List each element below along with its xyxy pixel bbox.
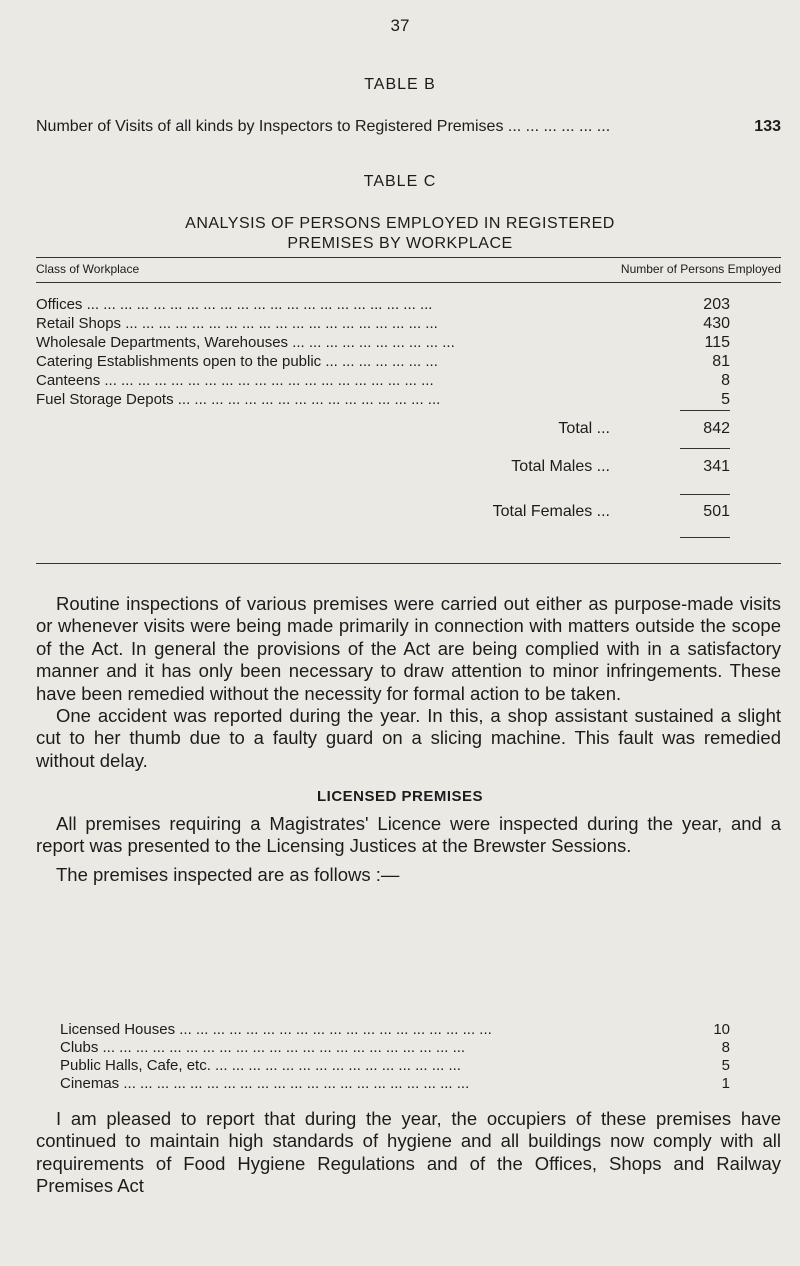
list-item	[60, 1021, 730, 1039]
licensed-premises-heading: LICENSED PREMISES	[316, 788, 484, 805]
body-paragraphs	[36, 593, 781, 772]
page-number: 37	[390, 16, 410, 35]
list-item	[60, 1075, 730, 1093]
row-value: 8	[721, 372, 730, 389]
table-c-rows	[36, 295, 730, 409]
list-item-label: Clubs ... ... ... ... ... ... ... ... ... ... ... ... ... ... ... ... ... ... ... ... ... ...	[60, 1039, 466, 1056]
females-value: 501	[703, 503, 730, 520]
row-value: 81	[712, 353, 730, 370]
table-b-value: 133	[754, 118, 781, 135]
paragraph-premises-intro: The premises inspected are as follows :—	[56, 863, 400, 885]
list-item	[60, 1039, 730, 1057]
table-c-subtitle-line2: PREMISES BY WORKPLACE	[287, 235, 513, 252]
licensed-premises-list	[60, 1021, 730, 1093]
table-top-rule	[36, 257, 781, 258]
list-item-label: Licensed Houses ... ... ... ... ... ... ... ... ... ... ... ... ... ... ... ... ... ... ...	[60, 1021, 492, 1038]
males-label: Total Males ...	[511, 458, 610, 475]
row-label: Fuel Storage Depots ... ... ... ... ... ... ... ... ... ... ... ... ... ... ... ...	[36, 391, 441, 408]
males-value: 341	[703, 458, 730, 475]
row-label: Canteens ... ... ... ... ... ... ... ... ... ... ... ... ... ... ... ... ... ... ... ...	[36, 372, 434, 389]
table-row	[36, 295, 730, 314]
table-c-title: TABLE C	[363, 173, 437, 190]
table-row	[36, 314, 730, 333]
row-value: 430	[703, 315, 730, 332]
table-c-column-headers	[36, 262, 781, 276]
list-item	[60, 1057, 730, 1075]
licensed-paragraphs	[36, 813, 781, 886]
list-item-value: 10	[713, 1021, 730, 1038]
males-rule	[680, 494, 730, 495]
table-b-label: Number of Visits of all kinds by Inspectors to Registered Premises ... ... ... ... ... ...	[36, 118, 611, 135]
table-c-subtitle-line1: ANALYSIS OF PERSONS EMPLOYED IN REGISTERED	[185, 215, 615, 232]
column-header-class: Class of Workplace	[36, 262, 140, 276]
list-item-label: Cinemas ... ... ... ... ... ... ... ... ... ... ... ... ... ... ... ... ... ... ... ... ...	[60, 1075, 470, 1092]
row-label: Offices ... ... ... ... ... ... ... ... ... ... ... ... ... ... ... ... ... ... ... ... ...	[36, 296, 433, 313]
row-label: Wholesale Departments, Warehouses ... ... ... ... ... ... ... ... ... ...	[36, 334, 455, 351]
paragraph-closing: I am pleased to report that during the year, the occupiers of these premises have continued to maintain high standards of hygiene and all buildings now comply with all requirements of Food Hygiene Regulations and of the Offices, Shops and Railway Premises Act	[36, 1108, 781, 1197]
total-value: 842	[703, 420, 730, 437]
table-row	[36, 352, 730, 371]
row-value: 5	[721, 391, 730, 408]
row-label: Catering Establishments open to the public ... ... ... ... ... ... ...	[36, 353, 438, 370]
females-rule	[680, 537, 730, 538]
header-bottom-rule	[36, 282, 781, 283]
table-b-title: TABLE B	[364, 76, 436, 93]
table-row	[36, 333, 730, 352]
table-row	[36, 371, 730, 390]
table-b-row	[36, 118, 781, 136]
list-item-value: 5	[721, 1057, 730, 1074]
paragraph-accident: One accident was reported during the year. In this, a shop assistant sustained a slight cut to her thumb due to a faulty guard on a slicing machine. This fault was remedied without delay.	[36, 705, 781, 771]
females-label: Total Females ...	[492, 503, 610, 520]
list-item-value: 1	[721, 1075, 730, 1092]
list-item-value: 8	[721, 1039, 730, 1056]
table-row	[36, 390, 730, 409]
list-item-label: Public Halls, Cafe, etc. ... ... ... ... ... ... ... ... ... ... ... ... ... ... ...	[60, 1057, 461, 1074]
table-c-subtitle	[0, 214, 800, 254]
total-label: Total ...	[558, 420, 610, 437]
subtotal-rule	[680, 410, 730, 411]
row-label: Retail Shops ... ... ... ... ... ... ... ... ... ... ... ... ... ... ... ... ... ... ...	[36, 315, 438, 332]
paragraph-licence-inspection: All premises requiring a Magistrates' Licence were inspected during the year, and a report was presented to the Licensing Justices at the Brewster Sessions.	[36, 813, 781, 857]
closing-paragraph-block	[36, 1108, 781, 1198]
row-value: 203	[703, 296, 730, 313]
paragraph-routine-inspections: Routine inspections of various premises were carried out either as purpose-made visits or whenever visits were being made primarily in connection with matters outside the scope of the Act. In general the provisions of the Act are being complied with in a satisfactory manner and it has only been necessary to draw attention to minor infringements. These have been remedied without the necessity for formal action to be taken.	[36, 593, 781, 704]
column-header-number: Number of Persons Employed	[620, 262, 781, 276]
table-bottom-rule	[36, 563, 781, 564]
total-rule	[680, 448, 730, 449]
row-value: 115	[704, 334, 730, 351]
